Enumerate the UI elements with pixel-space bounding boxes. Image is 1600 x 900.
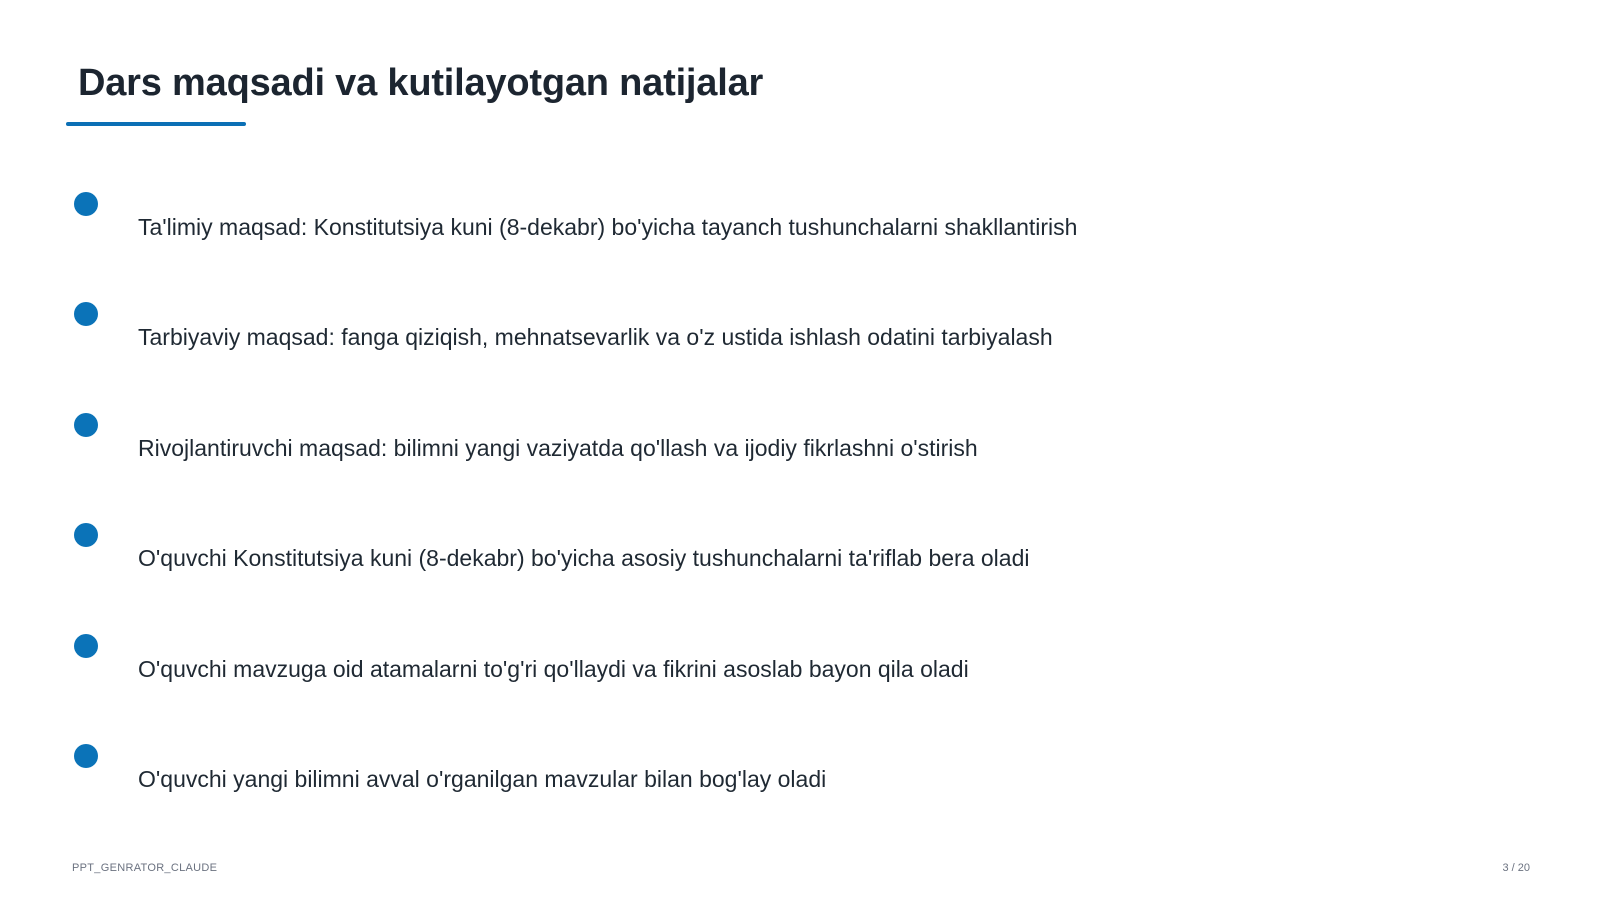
bullet-dot-icon <box>74 634 98 658</box>
bullet-text: Rivojlantiruvchi maqsad: bilimni yangi vaziyatda qo'llash va ijodiy fikrlashni o'stirish <box>138 435 978 461</box>
footer-brand: PPT_GENRATOR_CLAUDE <box>72 862 218 874</box>
bullet-dot-icon <box>74 744 98 768</box>
list-item <box>72 413 1472 473</box>
list-item <box>72 744 1472 804</box>
bullet-text: O'quvchi yangi bilimni avval o'rganilgan mavzular bilan bog'lay oladi <box>138 766 827 792</box>
bullet-dot-icon <box>74 302 98 326</box>
slide-title: Dars maqsadi va kutilayotgan natijalar <box>78 62 764 104</box>
list-item <box>72 302 1472 362</box>
bullet-text: Ta'limiy maqsad: Konstitutsiya kuni (8-dekabr) bo'yicha tayanch tushunchalarni shakllantirish <box>138 214 1078 240</box>
bullet-dot-icon <box>74 413 98 437</box>
list-item <box>72 523 1472 583</box>
list-item <box>72 192 1472 252</box>
page-indicator: 3 / 20 <box>1502 862 1530 874</box>
bullet-text: O'quvchi Konstitutsiya kuni (8-dekabr) bo'yicha asosiy tushunchalarni ta'riflab bera oladi <box>138 545 1030 571</box>
bullet-text: Tarbiyaviy maqsad: fanga qiziqish, mehnatsevarlik va o'z ustida ishlash odatini tarbiyalash <box>138 324 1053 350</box>
bullet-dot-icon <box>74 523 98 547</box>
bullet-text: O'quvchi mavzuga oid atamalarni to'g'ri qo'llaydi va fikrini asoslab bayon qila oladi <box>138 656 969 682</box>
list-item <box>72 634 1472 694</box>
bullet-dot-icon <box>74 192 98 216</box>
